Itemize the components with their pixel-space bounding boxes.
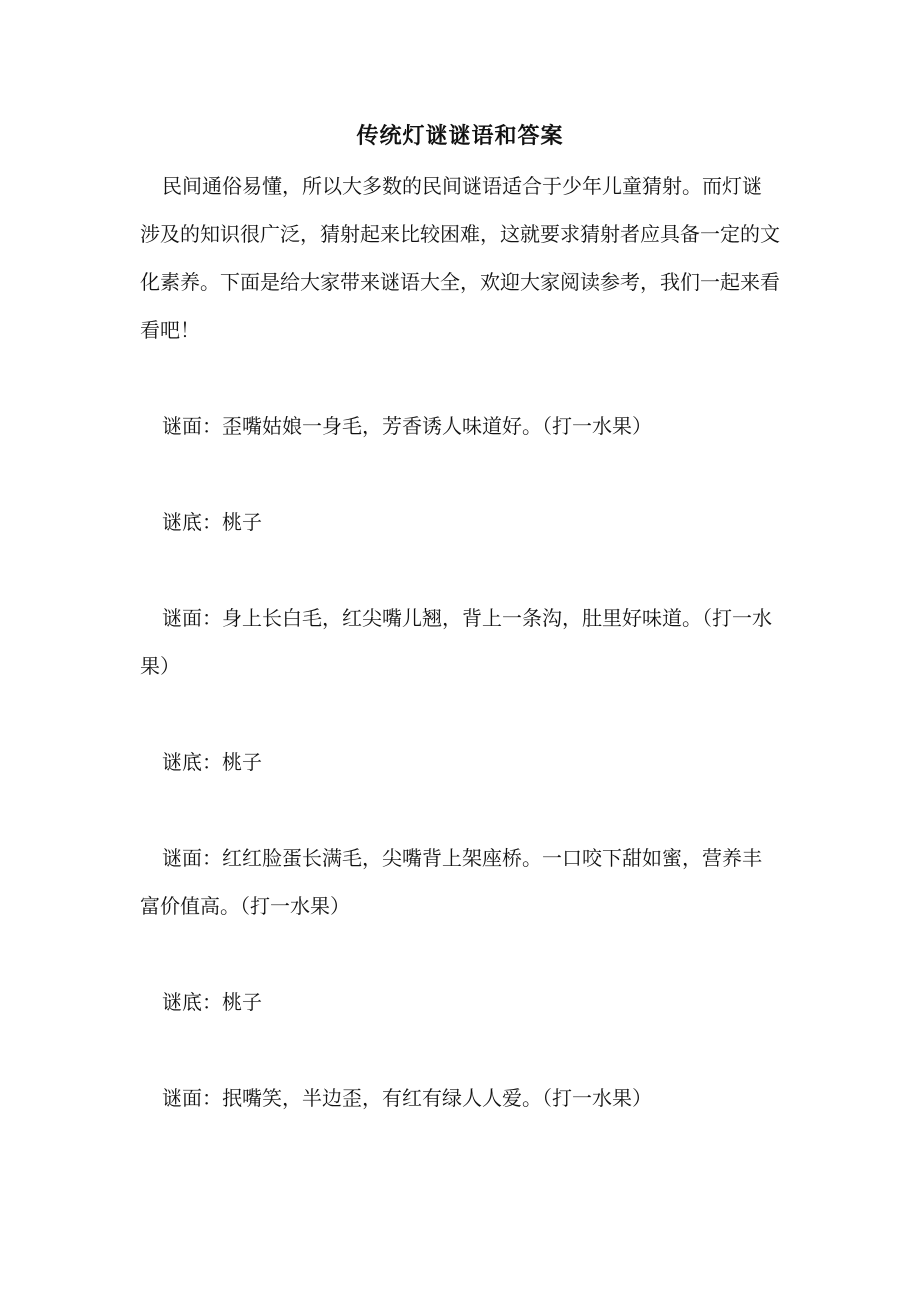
riddle-answer: 谜底：桃子 xyxy=(162,510,262,534)
riddle-question: 谜面：红红脸蛋长满毛，尖嘴背上架座桥。一口咬下甜如蜜，营养丰富价值高。（打一水果） xyxy=(140,846,762,918)
document-title: 传统灯谜谜语和答案 xyxy=(356,123,564,149)
riddle-answer: 谜底：桃子 xyxy=(162,990,262,1014)
riddle-question: 谜面：抿嘴笑，半边歪，有红有绿人人爱。（打一水果） xyxy=(162,1086,652,1110)
riddle-answer: 谜底：桃子 xyxy=(162,750,262,774)
riddle-question: 谜面：身上长白毛，红尖嘴儿翘，背上一条沟，肚里好味道。（打一水果） xyxy=(140,606,772,678)
intro-paragraph: 民间通俗易懂，所以大多数的民间谜语适合于少年儿童猜射。而灯谜涉及的知识很广泛，猜射起来比较困难，这就要求猜射者应具备一定的文化素养。下面是给大家带来谜语大全，欢迎大家阅读参考，我们一起来看看吧！ xyxy=(140,174,780,342)
riddle-question: 谜面：歪嘴姑娘一身毛，芳香诱人味道好。（打一水果） xyxy=(162,414,652,438)
